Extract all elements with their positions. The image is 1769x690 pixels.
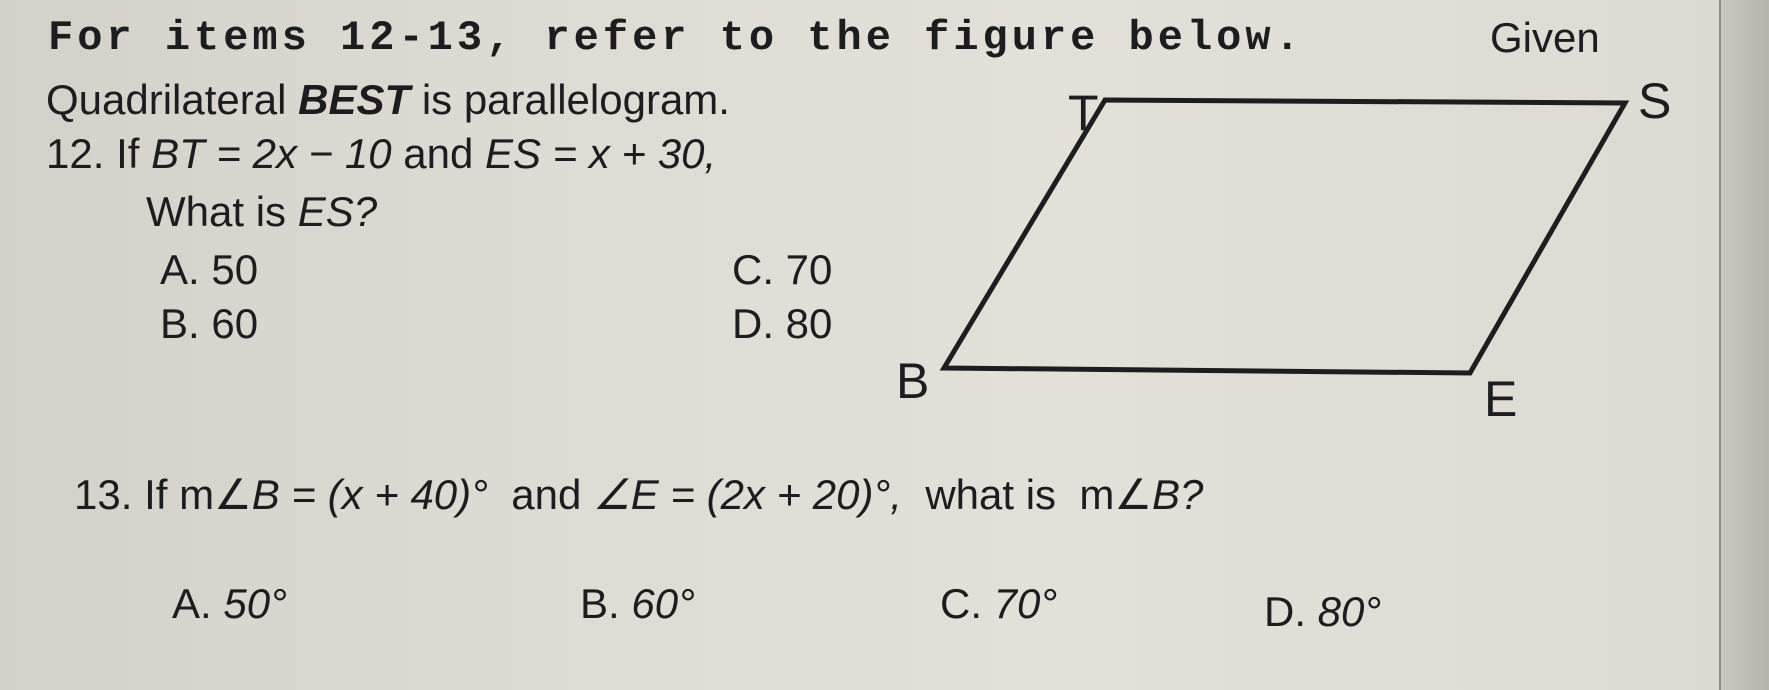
q13-question-var: B? xyxy=(1152,471,1204,518)
choice-letter: A. xyxy=(160,246,200,293)
choice-value: 80° xyxy=(1317,588,1382,635)
q13-choice-d[interactable] xyxy=(1264,588,1381,636)
choice-letter: D. xyxy=(732,300,774,347)
vertex-b-label: B xyxy=(896,353,930,409)
q13-choice-c[interactable] xyxy=(940,580,1057,628)
q12-number: 12. xyxy=(46,130,105,177)
choice-value: 70° xyxy=(993,580,1058,627)
q13-number: 13. xyxy=(74,471,133,518)
choice-value: 50° xyxy=(223,580,287,627)
choice-letter: C. xyxy=(940,580,982,627)
premise-name: BEST xyxy=(298,76,411,123)
q12-and: and xyxy=(403,130,474,177)
choice-letter: C. xyxy=(732,246,774,293)
q13-expr1: B = (x + 40)° xyxy=(251,471,488,518)
vertex-e-label: E xyxy=(1484,371,1518,427)
choice-value: 70 xyxy=(785,246,833,293)
choice-value: 80 xyxy=(785,300,833,347)
q12-expr1: BT = 2x − 10 xyxy=(151,130,392,177)
choice-value: 60° xyxy=(631,580,695,627)
choice-letter: D. xyxy=(1264,588,1306,635)
choice-value: 50 xyxy=(211,246,259,293)
q12-question-var: ES? xyxy=(297,188,378,235)
parallelogram-best xyxy=(944,100,1625,373)
q13-if: If xyxy=(144,471,168,518)
premise-text: Quadrilateral xyxy=(46,76,287,123)
q13-m1: m∠ xyxy=(179,471,252,518)
q12-if: If xyxy=(116,130,140,177)
q13-and: and xyxy=(511,471,582,518)
choice-letter: A. xyxy=(172,580,212,627)
q13-choice-a[interactable] xyxy=(172,580,287,628)
vertex-s-label: S xyxy=(1638,73,1672,129)
q13-question-text: what is xyxy=(925,471,1057,518)
choice-letter: B. xyxy=(160,300,200,347)
given-word: Given xyxy=(1490,14,1600,61)
q13-m2: m∠ xyxy=(1079,471,1153,518)
q13-choice-b[interactable] xyxy=(580,580,695,628)
q13-expr2: ∠E = (2x + 20)°, xyxy=(593,471,902,518)
q12-expr2: ES = x + 30, xyxy=(484,130,717,177)
premise-tail: is parallelogram. xyxy=(421,76,730,123)
choice-value: 60 xyxy=(211,300,259,347)
vertex-t-label: T xyxy=(1068,85,1099,141)
choice-letter: B. xyxy=(580,580,620,627)
q13-stem xyxy=(74,470,1203,519)
intro-line: For items 12-13, refer to the figure below. xyxy=(48,14,1304,62)
q12-question-text: What is xyxy=(146,188,287,235)
